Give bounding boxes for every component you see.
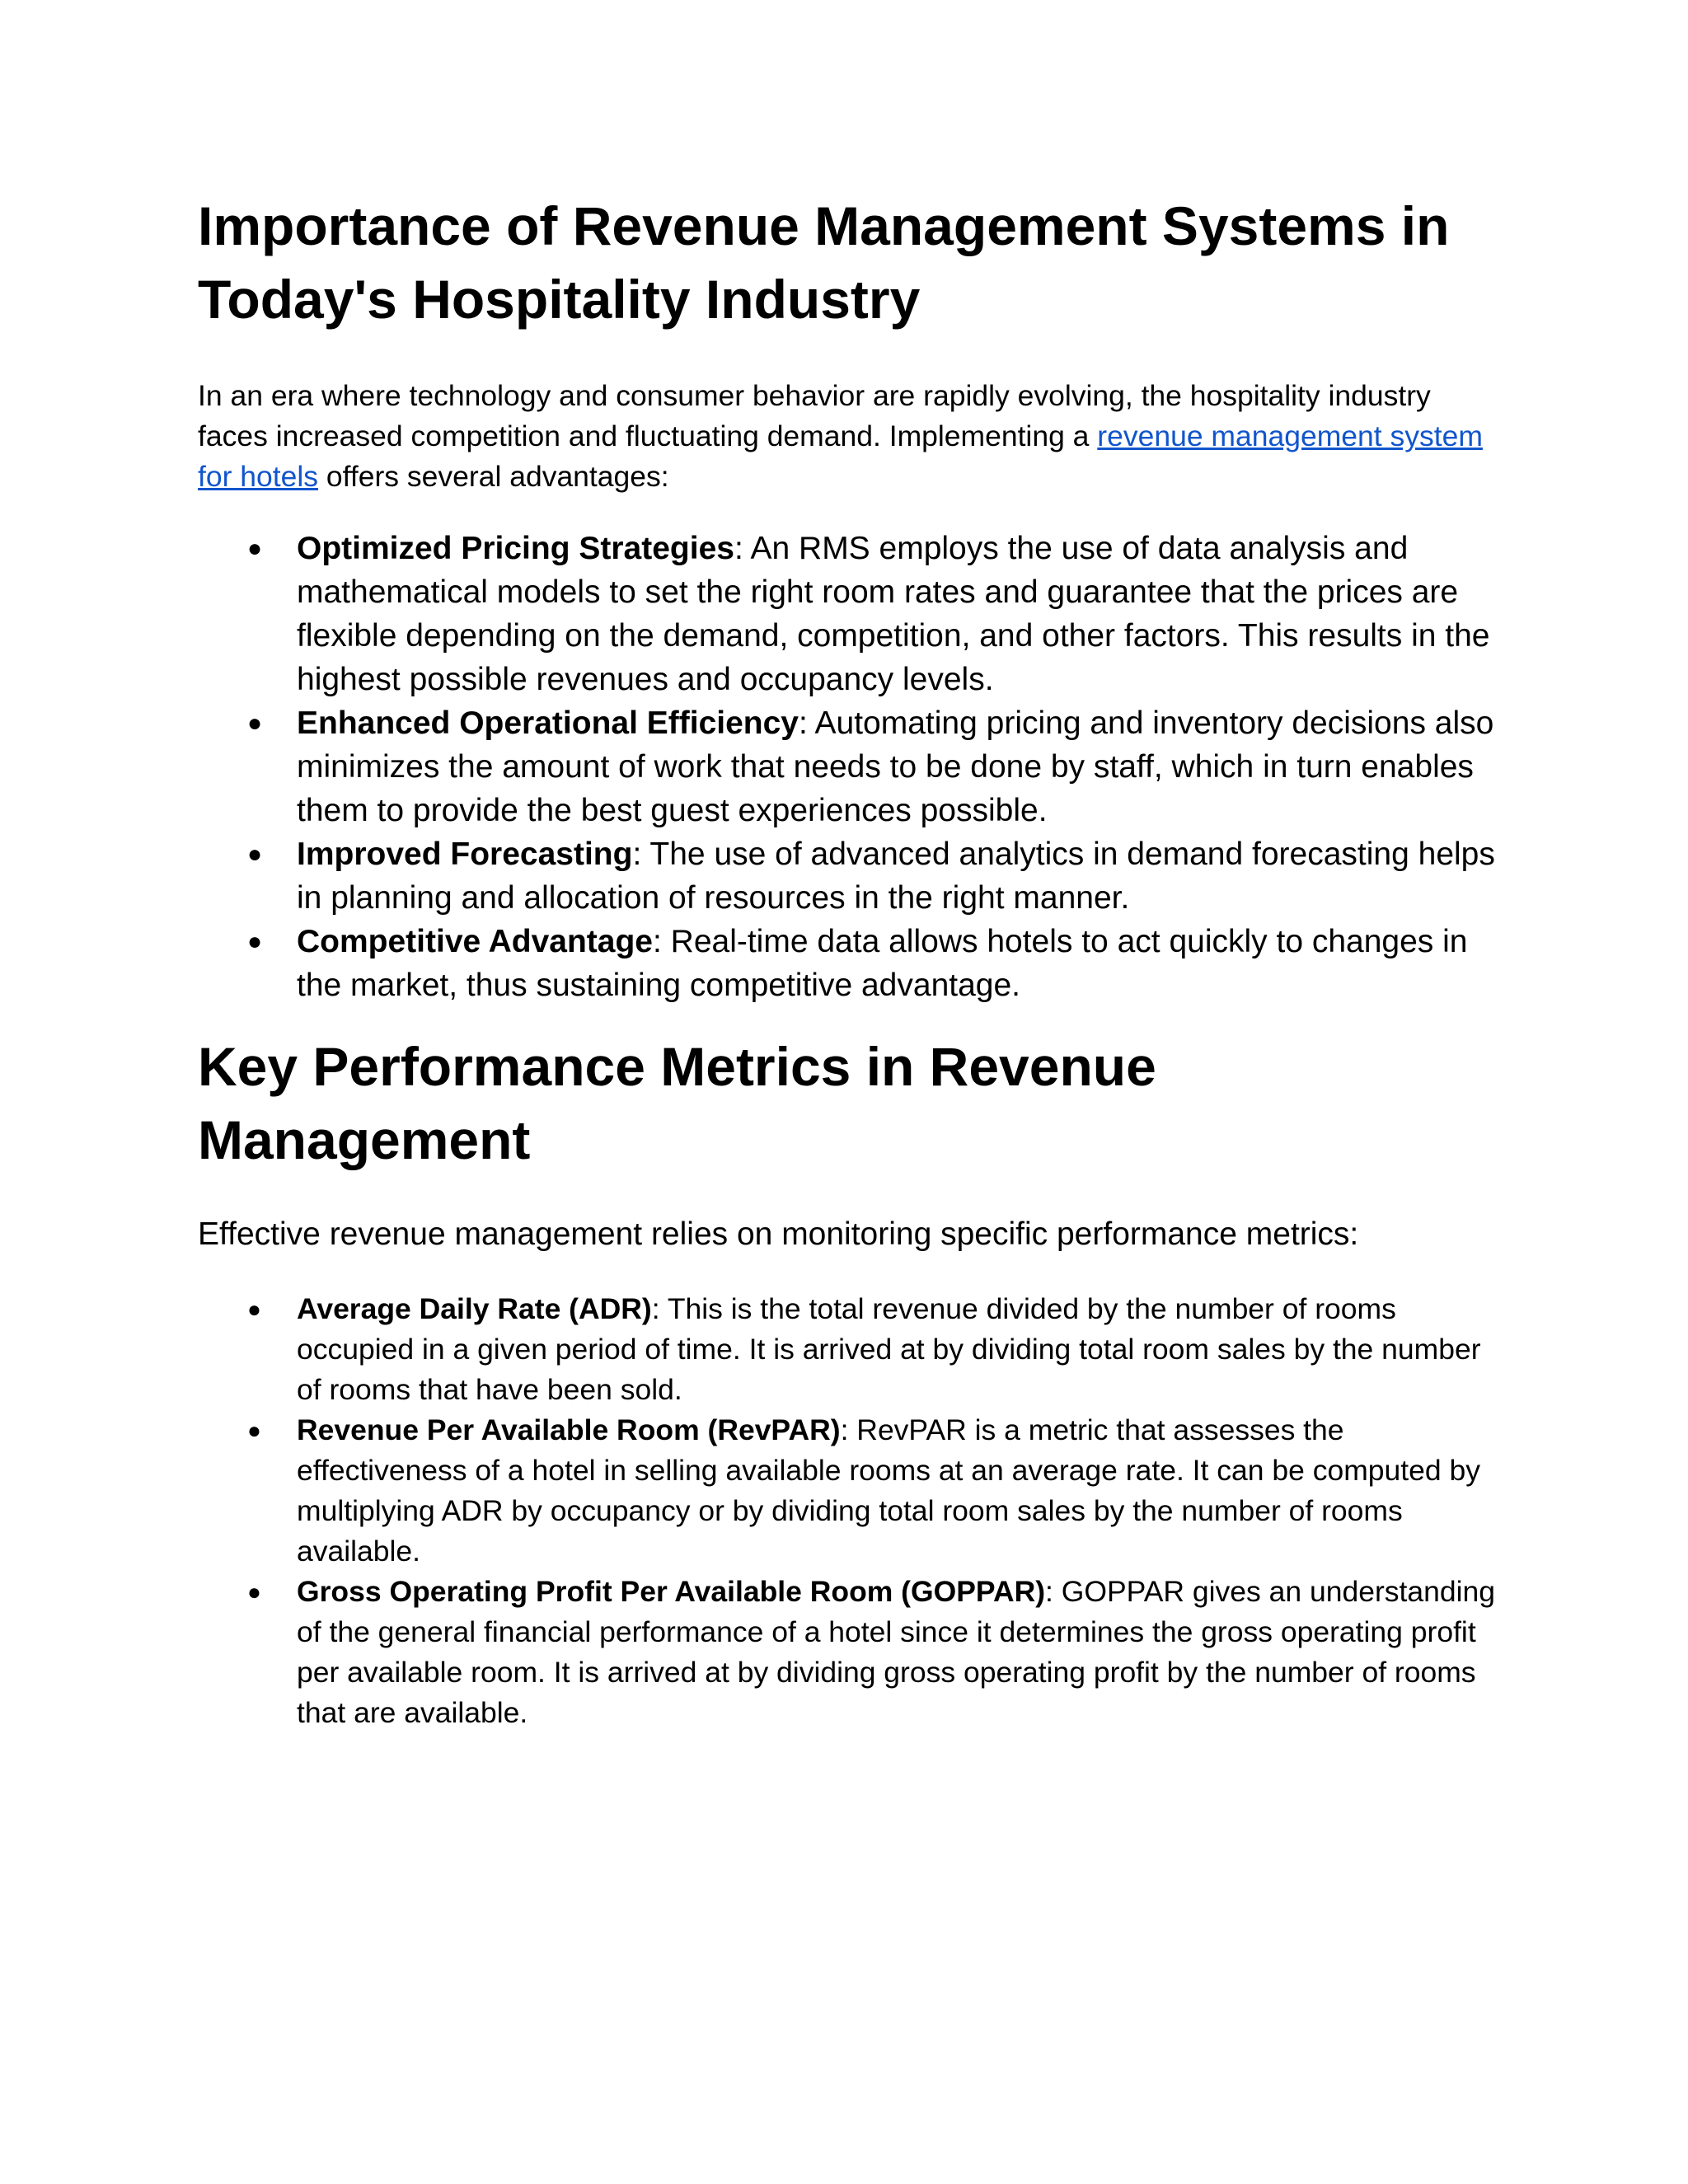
list-item-term: Improved Forecasting bbox=[297, 837, 633, 872]
bullet-icon: ● bbox=[247, 1296, 261, 1322]
list-item-text: : GOPPAR gives an understanding of the general financial performance of a hotel since it determines the gross operating profit per available room. It is arrived at by dividing gross operating profit by the number of rooms that are available. bbox=[297, 1575, 1495, 1729]
list-item bbox=[198, 920, 1500, 1007]
list-item-text: : Real-time data allows hotels to act quickly to changes in the market, thus sustaining competitive advantage. bbox=[297, 924, 1468, 1003]
list-item-text: : Automating pricing and inventory decisions also minimizes the amount of work that needs to be done by staff, which in turn enables them to provide the best guest experiences possible. bbox=[297, 705, 1494, 828]
list-item-text: : The use of advanced analytics in demand forecasting helps in planning and allocation of resources in the right manner. bbox=[297, 837, 1495, 916]
advantages-list bbox=[198, 527, 1500, 1007]
bullet-icon: ● bbox=[247, 928, 263, 955]
bullet-icon: ● bbox=[247, 1579, 261, 1605]
metrics-intro-paragraph: Effective revenue management relies on monitoring specific performance metrics: bbox=[198, 1216, 1359, 1252]
list-item-text: : RevPAR is a metric that assesses the effectiveness of a hotel in selling available rooms at an average rate. It can be computed by multiplying ADR by occupancy or by dividing total room sales by the number of rooms available. bbox=[297, 1413, 1480, 1568]
bullet-icon: ● bbox=[247, 841, 263, 868]
bullet-icon: ● bbox=[247, 535, 263, 562]
intro-paragraph bbox=[198, 376, 1508, 497]
section-heading-rms-importance: Importance of Revenue Management Systems in Today's Hospitality Industry bbox=[198, 195, 1450, 330]
list-item-term: Enhanced Operational Efficiency bbox=[297, 705, 799, 741]
list-item-term: Average Daily Rate (ADR) bbox=[297, 1292, 652, 1325]
list-item-term: Gross Operating Profit Per Available Room (GOPPAR) bbox=[297, 1575, 1046, 1608]
intro-text-after: offers several advantages: bbox=[318, 460, 669, 493]
section-heading-kpi: Key Performance Metrics in Revenue Management bbox=[198, 1036, 1156, 1170]
list-item-term: Competitive Advantage bbox=[297, 924, 653, 959]
metrics-list bbox=[198, 1289, 1500, 1733]
document-content bbox=[198, 190, 1500, 1733]
list-item-term: Optimized Pricing Strategies bbox=[297, 531, 734, 566]
list-item-text: : This is the total revenue divided by the number of rooms occupied in a given period of time. It is arrived at by dividing total room sales by the number of rooms that have been sold. bbox=[297, 1292, 1481, 1406]
list-item bbox=[198, 527, 1500, 701]
bullet-icon: ● bbox=[247, 710, 263, 737]
list-item bbox=[198, 701, 1500, 832]
list-item bbox=[198, 832, 1500, 920]
list-item bbox=[198, 1289, 1500, 1410]
rms-hotels-link[interactable]: revenue management system for hotels bbox=[198, 419, 1483, 493]
list-item bbox=[198, 1572, 1500, 1733]
list-item-term: Revenue Per Available Room (RevPAR) bbox=[297, 1413, 841, 1446]
list-item bbox=[198, 1410, 1500, 1572]
intro-text-before: In an era where technology and consumer behavior are rapidly evolving, the hospitality industry faces increased competition and fluctuating demand. Implementing a bbox=[198, 379, 1431, 452]
bullet-icon: ● bbox=[247, 1418, 261, 1443]
list-item-text: : An RMS employs the use of data analysis and mathematical models to set the right room rates and guarantee that the prices are flexible depending on the demand, competition, and other factors. This results in the highest possible revenues and occupancy levels. bbox=[297, 531, 1490, 697]
